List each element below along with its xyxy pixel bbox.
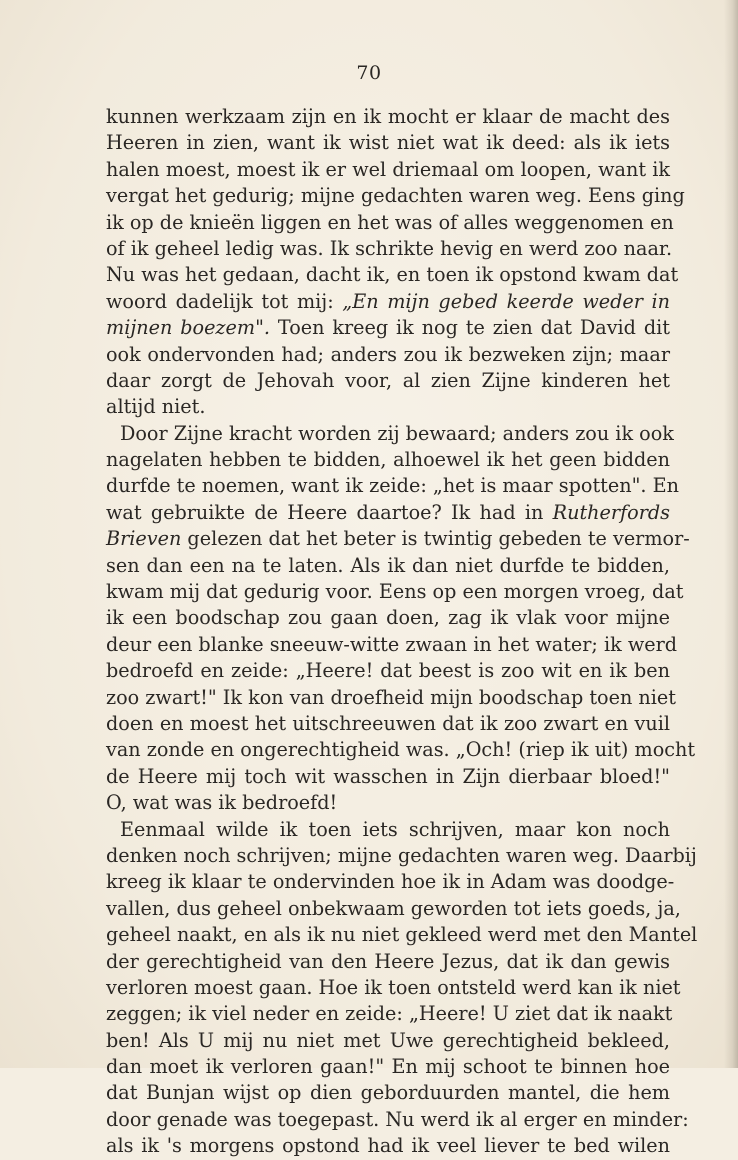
text-segment: als ik 's morgens opstond had ik veel liever te bed wilen (106, 1134, 670, 1158)
text-line (106, 183, 685, 209)
text-segment: zeggen; ik viel neder en zeide: „Heere! U ziet dat ik naakt (106, 1002, 673, 1026)
text-line (106, 236, 673, 262)
text-line (106, 289, 670, 315)
text-line (106, 790, 670, 816)
text-segment: daar zorgt de Jehovah voor, al zien Zijne kinderen het (106, 368, 670, 392)
text-line (106, 711, 670, 737)
text-segment: de Heere mij toch wit wasschen in Zijn dierbaar bloed!" (106, 764, 670, 788)
text-line (106, 579, 684, 605)
text-line (106, 104, 670, 130)
text-segment: denken noch schrijven; mijne gedachten waren weg. Daarbij (106, 843, 697, 867)
text-line (106, 817, 670, 843)
text-line (106, 737, 696, 763)
italic-text-segment: „En mijn gebed keerde weder in (342, 289, 670, 313)
text-segment: verloren moest gaan. Hoe ik toen ontsteld werd kan ik niet (106, 975, 681, 999)
text-line (106, 1107, 689, 1133)
text-segment: vergat het gedurig; mijne gedachten waren weg. Eens ging (106, 184, 685, 208)
text-line (106, 869, 675, 895)
text-line (106, 843, 697, 869)
text-line (106, 605, 670, 631)
text-segment: doen en moest het uitschreeuwen dat ik zoo zwart en vuil (106, 711, 670, 735)
text-line (106, 632, 678, 658)
text-segment: gelezen dat het beter is twintig gebeden te vermor- (181, 527, 690, 551)
text-line (106, 130, 670, 156)
text-segment: kreeg ik klaar te ondervinden hoe ik in Adam was doodge- (106, 870, 675, 894)
text-line (106, 1054, 670, 1080)
text-segment: durfde te noemen, want ik zeide: „het is maar spotten". En (106, 474, 679, 498)
text-segment: nagelaten hebben te bidden, alhoewel ik het geen bidden (106, 448, 670, 472)
text-segment: geheel naakt, en als ik nu niet gekleed werd met den Mantel (106, 923, 698, 947)
text-segment: deur een blanke sneeuw-witte zwaan in het water; ik werd (106, 632, 678, 656)
text-line (106, 922, 698, 948)
text-line (106, 949, 670, 975)
text-segment: ben! Als U mij nu niet met Uwe gerechtigheid bekleed, (106, 1028, 670, 1052)
text-segment: door genade was toegepast. Nu werd ik al erger en minder: (106, 1107, 689, 1131)
text-segment: O, wat was ik bedroefd! (106, 791, 338, 815)
body-text (106, 104, 698, 1160)
text-segment: Toen kreeg ik nog te zien dat David dit (270, 316, 670, 340)
text-line (106, 1133, 670, 1159)
text-line (106, 421, 674, 447)
text-segment: kwam mij dat gedurig voor. Eens op een morgen vroeg, dat (106, 580, 684, 604)
text-segment: Door Zijne kracht worden zij bewaard; anders zou ik ook (120, 421, 674, 445)
italic-text-segment: mijnen boezem". (106, 316, 271, 340)
text-line (106, 157, 670, 183)
text-segment: ik op de knieën liggen en het was of alles weggenomen en (106, 210, 674, 234)
text-line (106, 342, 670, 368)
text-line (106, 553, 670, 579)
text-line (106, 315, 670, 341)
text-line (106, 262, 679, 288)
italic-text-segment: Rutherfords (552, 500, 670, 524)
text-segment: kunnen werkzaam zijn en ik mocht er klaar de macht des (106, 105, 670, 128)
text-segment: halen moest, moest ik er wel driemaal om loopen, want ik (106, 157, 670, 181)
italic-text-segment: Brieven (106, 527, 182, 551)
text-line (106, 896, 681, 922)
page-edge-shadow (724, 0, 738, 1068)
text-segment: ik een boodschap zou gaan doen, zag ik vlak voor mijne (106, 606, 670, 630)
text-segment: der gerechtigheid van den Heere Jezus, dat ik dan gewis (106, 949, 670, 973)
text-segment: wat gebruikte de Heere daartoe? Ik had in (106, 500, 553, 524)
text-segment: of ik geheel ledig was. Ik schrikte hevig en werd zoo naar. (106, 236, 673, 260)
text-segment: Heeren in zien, want ik wist niet wat ik deed: als ik iets (106, 131, 670, 155)
text-line (106, 1001, 673, 1027)
text-line (106, 526, 690, 552)
page-number: 70 (356, 62, 382, 84)
text-line (106, 658, 670, 684)
text-segment: vallen, dus geheel onbekwaam geworden tot iets goeds, ja, (106, 896, 681, 920)
text-line (106, 368, 670, 394)
text-line (106, 473, 679, 499)
text-segment: van zonde en ongerechtigheid was. „Och! (riep ik uit) mocht (106, 738, 696, 762)
text-line (106, 447, 670, 473)
text-line (106, 394, 670, 420)
text-segment: ook ondervonden had; anders zou ik bezweken zijn; maar (106, 342, 670, 366)
text-line (106, 975, 681, 1001)
text-segment: dat Bunjan wijst op dien geborduurden mantel, die hem (106, 1081, 670, 1105)
text-line (106, 210, 674, 236)
text-line (106, 500, 670, 526)
text-segment: woord dadelijk tot mij: (106, 289, 343, 313)
text-segment: Eenmaal wilde ik toen iets schrijven, maar kon noch (120, 817, 670, 841)
text-segment: dan moet ik verloren gaan!" En mij schoot te binnen hoe (106, 1055, 670, 1079)
text-line (106, 1080, 670, 1106)
text-segment: Nu was het gedaan, dacht ik, en toen ik opstond kwam dat (106, 263, 679, 287)
text-line (106, 1028, 670, 1054)
text-line (106, 685, 676, 711)
text-segment: zoo zwart!" Ik kon van droefheid mijn boodschap toen niet (106, 685, 676, 709)
text-segment: bedroefd en zeide: „Heere! dat beest is zoo wit en ik ben (106, 659, 670, 683)
text-segment: sen dan een na te laten. Als ik dan niet durfde te bidden, (106, 553, 670, 577)
text-line (106, 764, 670, 790)
text-segment: altijd niet. (106, 395, 206, 419)
